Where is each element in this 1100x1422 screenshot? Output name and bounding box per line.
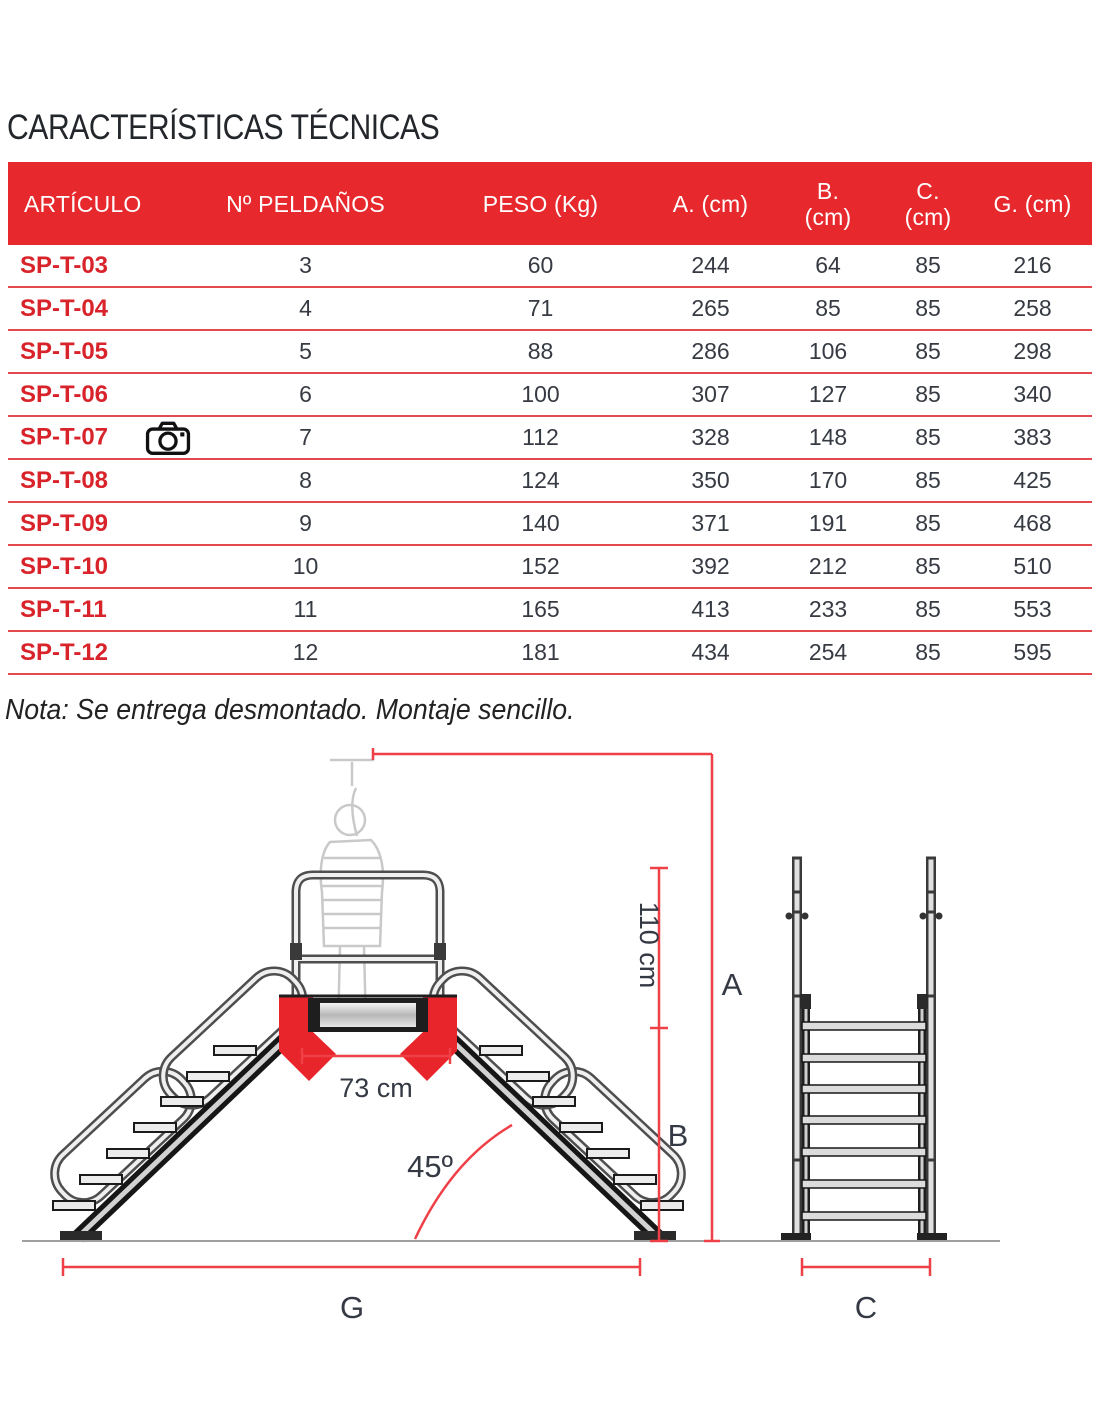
dim-label-73cm: 73 cm	[339, 1073, 413, 1103]
cell-steps: 12	[178, 631, 433, 674]
article-code: SP-T-12	[20, 638, 109, 666]
col-header-a-cm: A. (cm)	[648, 162, 773, 245]
cell-g: 258	[973, 287, 1092, 330]
article-code: SP-T-03	[20, 251, 109, 279]
cell-c: 85	[883, 545, 973, 588]
spec-table-body	[8, 245, 1092, 674]
cell-weight: 71	[433, 287, 648, 330]
table-row	[8, 245, 1092, 287]
cell-a: 350	[648, 459, 773, 502]
ladder-rungs	[802, 1022, 926, 1220]
cell-c: 85	[883, 330, 973, 373]
cell-weight: 88	[433, 330, 648, 373]
cell-g: 553	[973, 588, 1092, 631]
cell-c: 85	[883, 459, 973, 502]
delivery-note: Nota: Se entrega desmontado. Montaje sencillo.	[5, 694, 575, 726]
cell-c: 85	[883, 373, 973, 416]
table-row	[8, 545, 1092, 588]
cell-g: 510	[973, 545, 1092, 588]
table-row	[8, 287, 1092, 330]
col-header-b-cm: B. (cm)	[773, 162, 883, 245]
cell-b: 233	[773, 588, 883, 631]
cell-steps: 8	[178, 459, 433, 502]
cell-c: 85	[883, 631, 973, 674]
cell-g: 340	[973, 373, 1092, 416]
table-row	[8, 631, 1092, 674]
cell-g: 425	[973, 459, 1092, 502]
cell-steps: 9	[178, 502, 433, 545]
spec-table	[8, 162, 1092, 675]
cell-g: 298	[973, 330, 1092, 373]
col-header-articulo: ARTÍCULO	[8, 162, 178, 245]
dim-label-b: B	[667, 1118, 689, 1153]
page-title: CARACTERÍSTICAS TÉCNICAS	[7, 108, 440, 147]
table-row	[8, 330, 1092, 373]
front-view-ladder	[781, 858, 947, 1240]
article-code: SP-T-11	[20, 595, 107, 623]
cell-steps: 4	[178, 287, 433, 330]
cell-b: 148	[773, 416, 883, 459]
cell-articulo	[8, 631, 178, 674]
dim-label-a: A	[721, 967, 743, 1002]
right-stair-flight	[444, 1033, 683, 1241]
cell-weight: 152	[433, 545, 648, 588]
cell-b: 127	[773, 373, 883, 416]
cell-steps: 3	[178, 245, 433, 287]
cell-articulo	[8, 287, 178, 330]
cell-articulo	[8, 459, 178, 502]
dim-label-110cm: 110 cm	[634, 901, 664, 989]
cell-b: 212	[773, 545, 883, 588]
cell-weight: 165	[433, 588, 648, 631]
cell-articulo	[8, 502, 178, 545]
cell-g: 383	[973, 416, 1092, 459]
cell-c: 85	[883, 588, 973, 631]
cell-g: 468	[973, 502, 1092, 545]
cell-articulo	[8, 545, 178, 588]
col-header-num-peldanos: Nº PELDAÑOS	[178, 162, 433, 245]
cell-b: 64	[773, 245, 883, 287]
cell-steps: 10	[178, 545, 433, 588]
table-row	[8, 373, 1092, 416]
cell-g: 595	[973, 631, 1092, 674]
col-header-c-cm: C. (cm)	[883, 162, 973, 245]
article-code: SP-T-06	[20, 380, 109, 408]
cell-articulo	[8, 373, 178, 416]
cell-a: 265	[648, 287, 773, 330]
dim-label-g: G	[339, 1290, 365, 1325]
article-code: SP-T-10	[20, 552, 109, 580]
table-row	[8, 588, 1092, 631]
platform-deck	[279, 995, 457, 1081]
cell-c: 85	[883, 416, 973, 459]
header-row	[8, 162, 1092, 245]
cell-a: 434	[648, 631, 773, 674]
cell-articulo	[8, 416, 178, 459]
cell-weight: 140	[433, 502, 648, 545]
cell-b: 85	[773, 287, 883, 330]
cell-a: 328	[648, 416, 773, 459]
camera-icon[interactable]	[145, 420, 191, 456]
table-row	[8, 459, 1092, 502]
cell-weight: 112	[433, 416, 648, 459]
article-code: SP-T-09	[20, 509, 109, 537]
table-row	[8, 416, 1092, 459]
cell-c: 85	[883, 502, 973, 545]
table-row	[8, 502, 1092, 545]
person-silhouette	[321, 760, 383, 1028]
col-header-peso: PESO (Kg)	[433, 162, 648, 245]
dim-label-c: C	[854, 1290, 878, 1325]
cell-weight: 100	[433, 373, 648, 416]
article-code: SP-T-04	[20, 294, 109, 322]
article-code: SP-T-05	[20, 337, 109, 365]
cell-weight: 181	[433, 631, 648, 674]
cell-steps: 7	[178, 416, 433, 459]
cell-b: 191	[773, 502, 883, 545]
cell-steps: 11	[178, 588, 433, 631]
cell-c: 85	[883, 287, 973, 330]
spec-table-header	[8, 162, 1092, 245]
cell-steps: 6	[178, 373, 433, 416]
col-header-g-cm: G. (cm)	[973, 162, 1092, 245]
article-code: SP-T-07	[20, 422, 109, 450]
cell-articulo	[8, 588, 178, 631]
cell-b: 170	[773, 459, 883, 502]
dim-label-45deg: 45º	[407, 1149, 453, 1184]
cell-a: 286	[648, 330, 773, 373]
cell-b: 106	[773, 330, 883, 373]
cell-a: 371	[648, 502, 773, 545]
cell-a: 244	[648, 245, 773, 287]
cell-articulo	[8, 245, 178, 287]
technical-diagram	[0, 740, 1100, 1362]
cell-a: 413	[648, 588, 773, 631]
cell-a: 392	[648, 545, 773, 588]
cell-g: 216	[973, 245, 1092, 287]
cell-weight: 124	[433, 459, 648, 502]
cell-a: 307	[648, 373, 773, 416]
left-stair-flight	[53, 1033, 292, 1241]
cell-weight: 60	[433, 245, 648, 287]
cell-b: 254	[773, 631, 883, 674]
article-code: SP-T-08	[20, 466, 109, 494]
cell-steps: 5	[178, 330, 433, 373]
cell-articulo	[8, 330, 178, 373]
cell-c: 85	[883, 245, 973, 287]
